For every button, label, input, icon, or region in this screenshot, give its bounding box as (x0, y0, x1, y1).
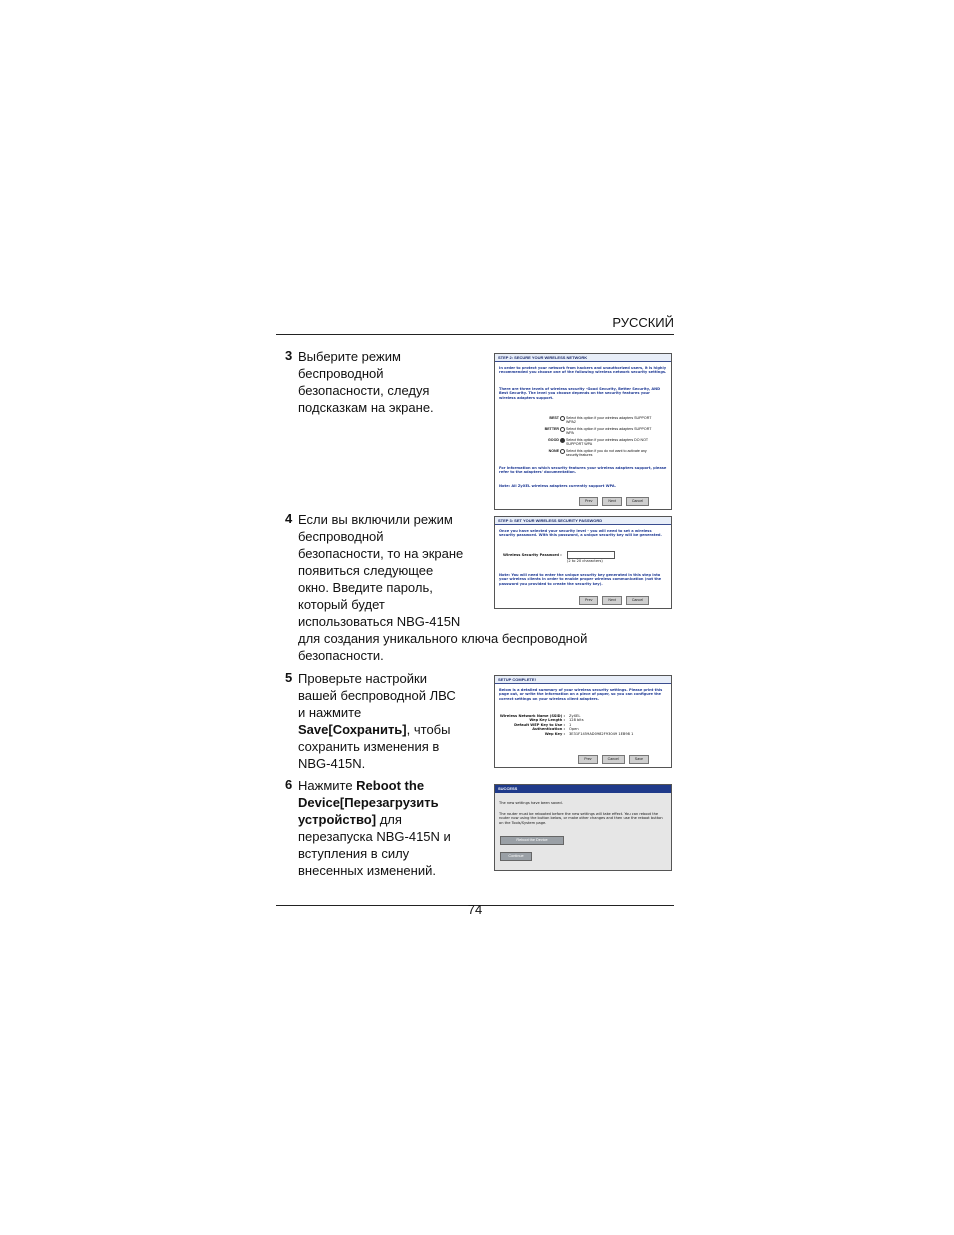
step-6-plain: Нажмите (298, 778, 357, 793)
next-button[interactable]: Next (602, 596, 621, 605)
radio-best[interactable] (560, 416, 565, 421)
security-levels: There are three levels of wireless security -Good Security, Better Security, AND Best Security. The level you choose depends on the security features your wireless adapters support. (499, 387, 661, 400)
step-3-line: беспроводной (298, 366, 384, 381)
step-5-line: Проверьте настройки (298, 671, 427, 686)
step-6-line-rest: для (376, 812, 402, 827)
step-4-line: безопасности. (298, 648, 384, 663)
step-4-line: окно. Введите пароль, (298, 580, 433, 595)
step-6-line: вступления в силу (298, 846, 410, 861)
step-5-number: 5 (285, 670, 293, 685)
summary-label: Authentication : (532, 727, 565, 732)
radio-good[interactable] (560, 438, 565, 443)
security-buttons (579, 497, 649, 506)
summary-value: ZyXEL (569, 714, 581, 718)
step-6-line: перезапуска NBG-415N и (298, 829, 451, 844)
step-6-line: Device[Перезагрузить (298, 795, 439, 810)
language-header: РУССКИЙ (612, 315, 674, 330)
complete-intro: Below is a detailed summary of your wireless security settings. Please print this page out, or write the information on a piece of paper, so you can configure the correct settings on your wireless client adapters. (499, 688, 663, 701)
reboot-device-button[interactable]: Reboot the Device (500, 836, 564, 845)
option-best (535, 416, 665, 425)
step-4-line: безопасности, то на экране (298, 546, 464, 561)
complete-title: SETUP COMPLETE! (495, 676, 671, 684)
cancel-button[interactable]: Cancel (602, 755, 625, 764)
password-intro: Once you have selected your security level - you will need to set a wireless security password. With this password, a unique security key will be generated. (499, 529, 662, 538)
summary-label: Wep Key Length : (529, 718, 565, 723)
step-4-line: появиться следующее (298, 563, 434, 578)
step-6-number: 6 (285, 777, 293, 792)
option-label: BETTER (544, 427, 559, 432)
security-note: Note: All ZyXEL wireless adapters currently support WPA. (499, 484, 617, 488)
option-label: NONE (548, 449, 559, 454)
option-desc: Select this option if you do not want to activate any security features (566, 449, 647, 458)
step-6-text (298, 777, 451, 879)
prev-button[interactable]: Prev (578, 755, 597, 764)
continue-button[interactable]: Continue (500, 852, 532, 861)
success-line2: The router must be rebooted before the new settings will take effect. You can reboot the router now using the button below, or make other changes and then use the reboot button on the Tools/System page. (499, 812, 663, 825)
step-3-number: 3 (285, 348, 293, 363)
step-5-line: и нажмите (298, 705, 362, 720)
password-hint: (2 to 20 characters) (567, 559, 603, 563)
password-input[interactable] (567, 551, 615, 559)
summary-value: 128 bits (569, 718, 584, 723)
radio-none[interactable] (560, 449, 565, 454)
summary-label: Default WEP Key to Use : (514, 722, 565, 727)
summary-value: 3E31F1459AD0982F93049 1EB98 1 (569, 731, 634, 736)
step-5-line (298, 721, 456, 738)
step-3-line: подсказкам на экране. (298, 400, 434, 415)
password-screenshot (494, 516, 672, 609)
step-3-text (298, 348, 434, 416)
option-good (535, 438, 665, 447)
option-label: GOOD (548, 438, 559, 443)
radio-better[interactable] (560, 427, 565, 432)
complete-summary (499, 714, 667, 736)
save-label: Save[Сохранить] (298, 722, 407, 737)
step-4-line: использоваться NBG-415N (298, 614, 461, 629)
step-4-number: 4 (285, 511, 293, 526)
step-4-line: Если вы включили режим (298, 512, 453, 527)
option-better (535, 427, 665, 436)
summary-label: Wep Key : (544, 731, 565, 736)
password-buttons (579, 596, 649, 605)
security-title: STEP 2: SECURE YOUR WIRELESS NETWORK (495, 354, 671, 362)
step-3-line: безопасности, следуя (298, 383, 430, 398)
reboot-label-end: устройство] (298, 812, 377, 827)
security-screenshot (494, 353, 672, 510)
summary-value: Open (569, 727, 579, 732)
summary-row (499, 732, 667, 736)
option-desc: Select this option if your wireless adapters SUPPORT WPA (566, 427, 652, 436)
password-field-label: Wireless Security Password : (503, 553, 562, 557)
success-title: SUCCESS (495, 785, 671, 793)
complete-buttons (578, 755, 649, 764)
option-none (535, 449, 665, 458)
page-number: 74 (467, 902, 483, 917)
step-3-line: Выберите режим (298, 349, 401, 364)
prev-button[interactable]: Prev (579, 596, 598, 605)
password-title: STEP 3: SET YOUR WIRELESS SECURITY PASSWORD (495, 517, 671, 525)
step-5-line-rest: , чтобы (406, 722, 451, 737)
option-desc: Select this option if your wireless adapters DO NOT SUPPORT WPA (566, 438, 649, 447)
cancel-button[interactable]: Cancel (626, 497, 649, 506)
security-intro: In order to protect your network from hackers and unauthorized users, it is highly recommended you choose one of the following wireless network security settings. (499, 366, 667, 375)
step-4-line: который будет (298, 597, 385, 612)
complete-screenshot (494, 675, 672, 768)
step-6-line: внесенных изменений. (298, 863, 436, 878)
success-line1: The new settings have been saved. (499, 801, 563, 805)
next-button[interactable]: Next (602, 497, 621, 506)
reboot-label: Reboot the (356, 778, 425, 793)
step-5-line: NBG-415N. (298, 756, 366, 771)
success-screenshot (494, 784, 672, 871)
summary-value: 1 (569, 722, 572, 727)
step-4-line: беспроводной (298, 529, 384, 544)
summary-label: Wireless Network Name (SSID) : (499, 714, 565, 718)
step-6-line (298, 811, 451, 828)
top-rule (276, 334, 674, 335)
password-note: Note: You will need to enter the unique security key generated in this step into your wireless clients in order to enable proper wireless communication (not the password you provided to create the security key). (499, 573, 662, 586)
option-label: BEST (549, 416, 559, 421)
step-5-line: вашей беспроводной ЛВС (298, 688, 456, 703)
save-button[interactable]: Save (629, 755, 649, 764)
prev-button[interactable]: Prev (579, 497, 598, 506)
step-5-text (298, 670, 456, 772)
security-info: For information on which security features your wireless adapters support, please refer to the adapters' documentation. (499, 466, 667, 475)
step-5-line: сохранить изменения в (298, 739, 440, 754)
step-4-line: для создания уникального ключа беспроводной (298, 631, 588, 646)
option-desc: Select this option if your wireless adapters SUPPORT WPA2 (566, 416, 652, 425)
step-6-line (298, 777, 451, 794)
cancel-button[interactable]: Cancel (626, 596, 649, 605)
